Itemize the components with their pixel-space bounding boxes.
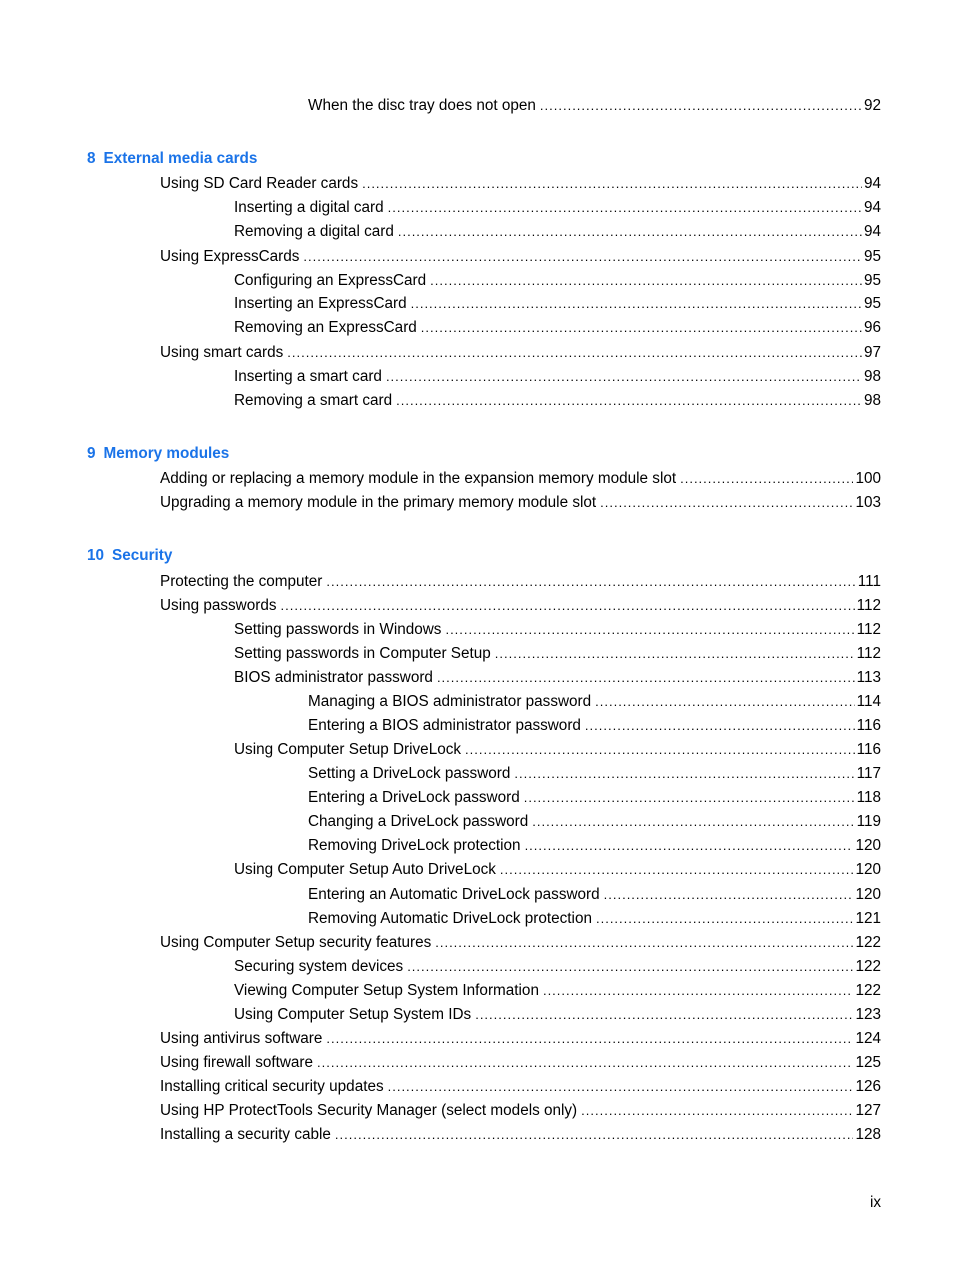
toc-page-number: 118 bbox=[856, 789, 881, 806]
toc-page-number: 112 bbox=[856, 597, 881, 614]
dot-leader bbox=[500, 860, 854, 880]
toc-page-number: 123 bbox=[855, 1006, 881, 1023]
toc-entry-title: Using Computer Setup Auto DriveLock bbox=[234, 861, 496, 878]
toc-entry[interactable] bbox=[234, 740, 881, 760]
chapter-number: 9 bbox=[87, 445, 96, 462]
chapter-number: 10 bbox=[87, 547, 105, 564]
dot-leader bbox=[600, 493, 853, 513]
toc-entry-title: Setting passwords in Windows bbox=[234, 621, 442, 638]
dot-leader bbox=[585, 716, 855, 736]
toc-entry-title: Installing a security cable bbox=[160, 1126, 331, 1143]
dot-leader bbox=[445, 620, 854, 640]
toc-entry[interactable] bbox=[160, 933, 881, 953]
toc-entry[interactable] bbox=[160, 1077, 881, 1097]
toc-entry[interactable] bbox=[160, 596, 881, 616]
toc-entry-title: Using SD Card Reader cards bbox=[160, 175, 359, 192]
dot-leader bbox=[388, 198, 862, 218]
toc-entry-title: Using Computer Setup DriveLock bbox=[234, 741, 462, 758]
toc-entry[interactable] bbox=[234, 620, 881, 640]
toc-entry[interactable] bbox=[308, 812, 881, 832]
toc-entry-title: Using Computer Setup System IDs bbox=[234, 1006, 472, 1023]
toc-entry[interactable] bbox=[160, 1053, 881, 1073]
toc-entry-title: Using ExpressCards bbox=[160, 248, 300, 265]
chapter-title: Security bbox=[112, 547, 173, 564]
chapter-heading[interactable] bbox=[87, 546, 172, 566]
toc-entry-title: Using HP ProtectTools Security Manager (select models only) bbox=[160, 1102, 578, 1119]
toc-page-number: 124 bbox=[855, 1030, 881, 1047]
toc-page-number: 119 bbox=[856, 813, 881, 830]
toc-entry-title: Viewing Computer Setup System Information bbox=[234, 982, 539, 999]
chapter-title: External media cards bbox=[103, 150, 258, 167]
toc-entry[interactable] bbox=[308, 788, 881, 808]
dot-leader bbox=[514, 764, 854, 784]
dot-leader bbox=[398, 222, 862, 242]
dot-leader bbox=[543, 981, 854, 1001]
toc-page-number: 116 bbox=[856, 741, 881, 758]
toc-entry-title: When the disc tray does not open bbox=[308, 97, 536, 114]
dot-leader bbox=[604, 885, 854, 905]
toc-page-number: 121 bbox=[855, 910, 881, 927]
chapter-heading[interactable] bbox=[87, 149, 257, 169]
dot-leader bbox=[326, 572, 855, 592]
toc-entry[interactable] bbox=[234, 318, 881, 338]
toc-entry-title: Configuring an ExpressCard bbox=[234, 272, 427, 289]
toc-entry[interactable] bbox=[308, 909, 881, 929]
dot-leader bbox=[280, 596, 854, 616]
toc-page-number: 125 bbox=[855, 1054, 881, 1071]
toc-page-number: 97 bbox=[863, 344, 881, 361]
toc-entry[interactable] bbox=[308, 885, 881, 905]
toc-entry[interactable] bbox=[160, 174, 881, 194]
toc-page-number: 126 bbox=[855, 1078, 881, 1095]
toc-page-number: 122 bbox=[855, 958, 881, 975]
toc-entry-title: Inserting an ExpressCard bbox=[234, 295, 407, 312]
toc-entry-title: Entering an Automatic DriveLock password bbox=[308, 886, 600, 903]
dot-leader bbox=[407, 957, 853, 977]
dot-leader bbox=[411, 294, 862, 314]
toc-page-number: 95 bbox=[863, 272, 881, 289]
toc-page-number: 113 bbox=[856, 669, 881, 686]
toc-page-number: 127 bbox=[855, 1102, 881, 1119]
toc-entry[interactable] bbox=[234, 644, 881, 664]
toc-page-number: 112 bbox=[856, 621, 881, 638]
dot-leader bbox=[437, 668, 855, 688]
toc-entry-title: Using passwords bbox=[160, 597, 277, 614]
toc-entry[interactable] bbox=[160, 247, 881, 267]
toc-entry[interactable] bbox=[160, 343, 881, 363]
dot-leader bbox=[421, 318, 862, 338]
dot-leader bbox=[326, 1029, 853, 1049]
toc-entry-title: Removing Automatic DriveLock protection bbox=[308, 910, 592, 927]
toc-entry-title: Securing system devices bbox=[234, 958, 404, 975]
toc-entry[interactable] bbox=[160, 1029, 881, 1049]
dot-leader bbox=[581, 1101, 853, 1121]
dot-leader bbox=[287, 343, 862, 363]
toc-entry[interactable] bbox=[160, 572, 881, 592]
toc-page-number: 103 bbox=[855, 494, 881, 511]
toc-entry-title: Inserting a digital card bbox=[234, 199, 384, 216]
toc-entry-title: Using firewall software bbox=[160, 1054, 314, 1071]
toc-entry[interactable] bbox=[234, 294, 881, 314]
dot-leader bbox=[595, 692, 854, 712]
toc-page-number: 94 bbox=[863, 223, 881, 240]
toc-page-number: 122 bbox=[855, 982, 881, 999]
toc-entry[interactable] bbox=[160, 1125, 881, 1145]
chapter-number: 8 bbox=[87, 150, 96, 167]
chapter-title: Memory modules bbox=[103, 445, 230, 462]
toc-entry[interactable] bbox=[234, 222, 881, 242]
toc-entry-title: Inserting a smart card bbox=[234, 368, 382, 385]
toc-page-number: 116 bbox=[856, 717, 881, 734]
toc-entry[interactable] bbox=[308, 96, 881, 116]
toc-page-number: 117 bbox=[856, 765, 881, 782]
dot-leader bbox=[532, 812, 854, 832]
toc-entry-title: Using Computer Setup security features bbox=[160, 934, 432, 951]
toc-entry[interactable] bbox=[234, 367, 881, 387]
dot-leader bbox=[495, 644, 855, 664]
toc-entry-title: Removing DriveLock protection bbox=[308, 837, 521, 854]
toc-entry-title: Adding or replacing a memory module in the expansion memory module slot bbox=[160, 470, 677, 487]
toc-page-number: 100 bbox=[855, 470, 881, 487]
toc-entry[interactable] bbox=[160, 469, 881, 489]
toc-page-number: 114 bbox=[856, 693, 881, 710]
dot-leader bbox=[362, 174, 862, 194]
toc-page-number: 120 bbox=[855, 861, 881, 878]
toc-page-number: 128 bbox=[855, 1126, 881, 1143]
toc-entry-title: Entering a BIOS administrator password bbox=[308, 717, 581, 734]
toc-entry[interactable] bbox=[234, 860, 881, 880]
dot-leader bbox=[388, 1077, 854, 1097]
toc-page-number: 95 bbox=[863, 248, 881, 265]
toc-entry-title: Removing a smart card bbox=[234, 392, 393, 409]
chapter-heading[interactable] bbox=[87, 444, 229, 464]
toc-page-number: 94 bbox=[863, 199, 881, 216]
toc-entry-title: Entering a DriveLock password bbox=[308, 789, 520, 806]
toc-page-number: 95 bbox=[863, 295, 881, 312]
toc-entry[interactable] bbox=[308, 764, 881, 784]
toc-entry[interactable] bbox=[160, 1101, 881, 1121]
dot-leader bbox=[335, 1125, 854, 1145]
toc-page-number: 92 bbox=[863, 97, 881, 114]
dot-leader bbox=[386, 367, 862, 387]
toc-entry[interactable] bbox=[234, 957, 881, 977]
toc-entry[interactable] bbox=[234, 198, 881, 218]
dot-leader bbox=[303, 247, 862, 267]
dot-leader bbox=[680, 469, 853, 489]
toc-entry-title: BIOS administrator password bbox=[234, 669, 433, 686]
dot-leader bbox=[465, 740, 855, 760]
toc-page-number: 98 bbox=[863, 392, 881, 409]
toc-page-number: 111 bbox=[857, 573, 881, 590]
toc-entry[interactable] bbox=[234, 391, 881, 411]
toc-entry[interactable] bbox=[234, 271, 881, 291]
toc-page-number: 122 bbox=[855, 934, 881, 951]
toc-entry[interactable] bbox=[308, 716, 881, 736]
toc-entry-title: Using smart cards bbox=[160, 344, 284, 361]
toc-page-number: 98 bbox=[863, 368, 881, 385]
toc-entry-title: Upgrading a memory module in the primary memory module slot bbox=[160, 494, 597, 511]
toc-page-number: 120 bbox=[855, 837, 881, 854]
dot-leader bbox=[430, 271, 862, 291]
toc-entry-title: Changing a DriveLock password bbox=[308, 813, 529, 830]
page-number-footer: ix bbox=[869, 1194, 881, 1211]
dot-leader bbox=[540, 96, 862, 116]
toc-entry[interactable] bbox=[160, 493, 881, 513]
dot-leader bbox=[596, 909, 853, 929]
toc-entry[interactable] bbox=[234, 981, 881, 1001]
toc-page-number: 112 bbox=[856, 645, 881, 662]
toc-entry[interactable] bbox=[234, 1005, 881, 1025]
toc-entry-title: Using antivirus software bbox=[160, 1030, 323, 1047]
dot-leader bbox=[317, 1053, 853, 1073]
toc-page-number: 96 bbox=[863, 319, 881, 336]
dot-leader bbox=[524, 788, 855, 808]
toc-entry-title: Removing an ExpressCard bbox=[234, 319, 417, 336]
toc-page-number: 120 bbox=[855, 886, 881, 903]
toc-entry-title: Setting a DriveLock password bbox=[308, 765, 511, 782]
toc-entry-title: Setting passwords in Computer Setup bbox=[234, 645, 491, 662]
toc-entry[interactable] bbox=[308, 692, 881, 712]
toc-page-number: 94 bbox=[863, 175, 881, 192]
toc-entry-title: Installing critical security updates bbox=[160, 1078, 384, 1095]
toc-entry-title: Managing a BIOS administrator password bbox=[308, 693, 592, 710]
dot-leader bbox=[396, 391, 862, 411]
toc-entry-title: Removing a digital card bbox=[234, 223, 394, 240]
dot-leader bbox=[435, 933, 853, 953]
toc-entry[interactable] bbox=[234, 668, 881, 688]
dot-leader bbox=[525, 836, 854, 856]
toc-entry[interactable] bbox=[308, 836, 881, 856]
dot-leader bbox=[475, 1005, 853, 1025]
toc-entry-title: Protecting the computer bbox=[160, 573, 323, 590]
